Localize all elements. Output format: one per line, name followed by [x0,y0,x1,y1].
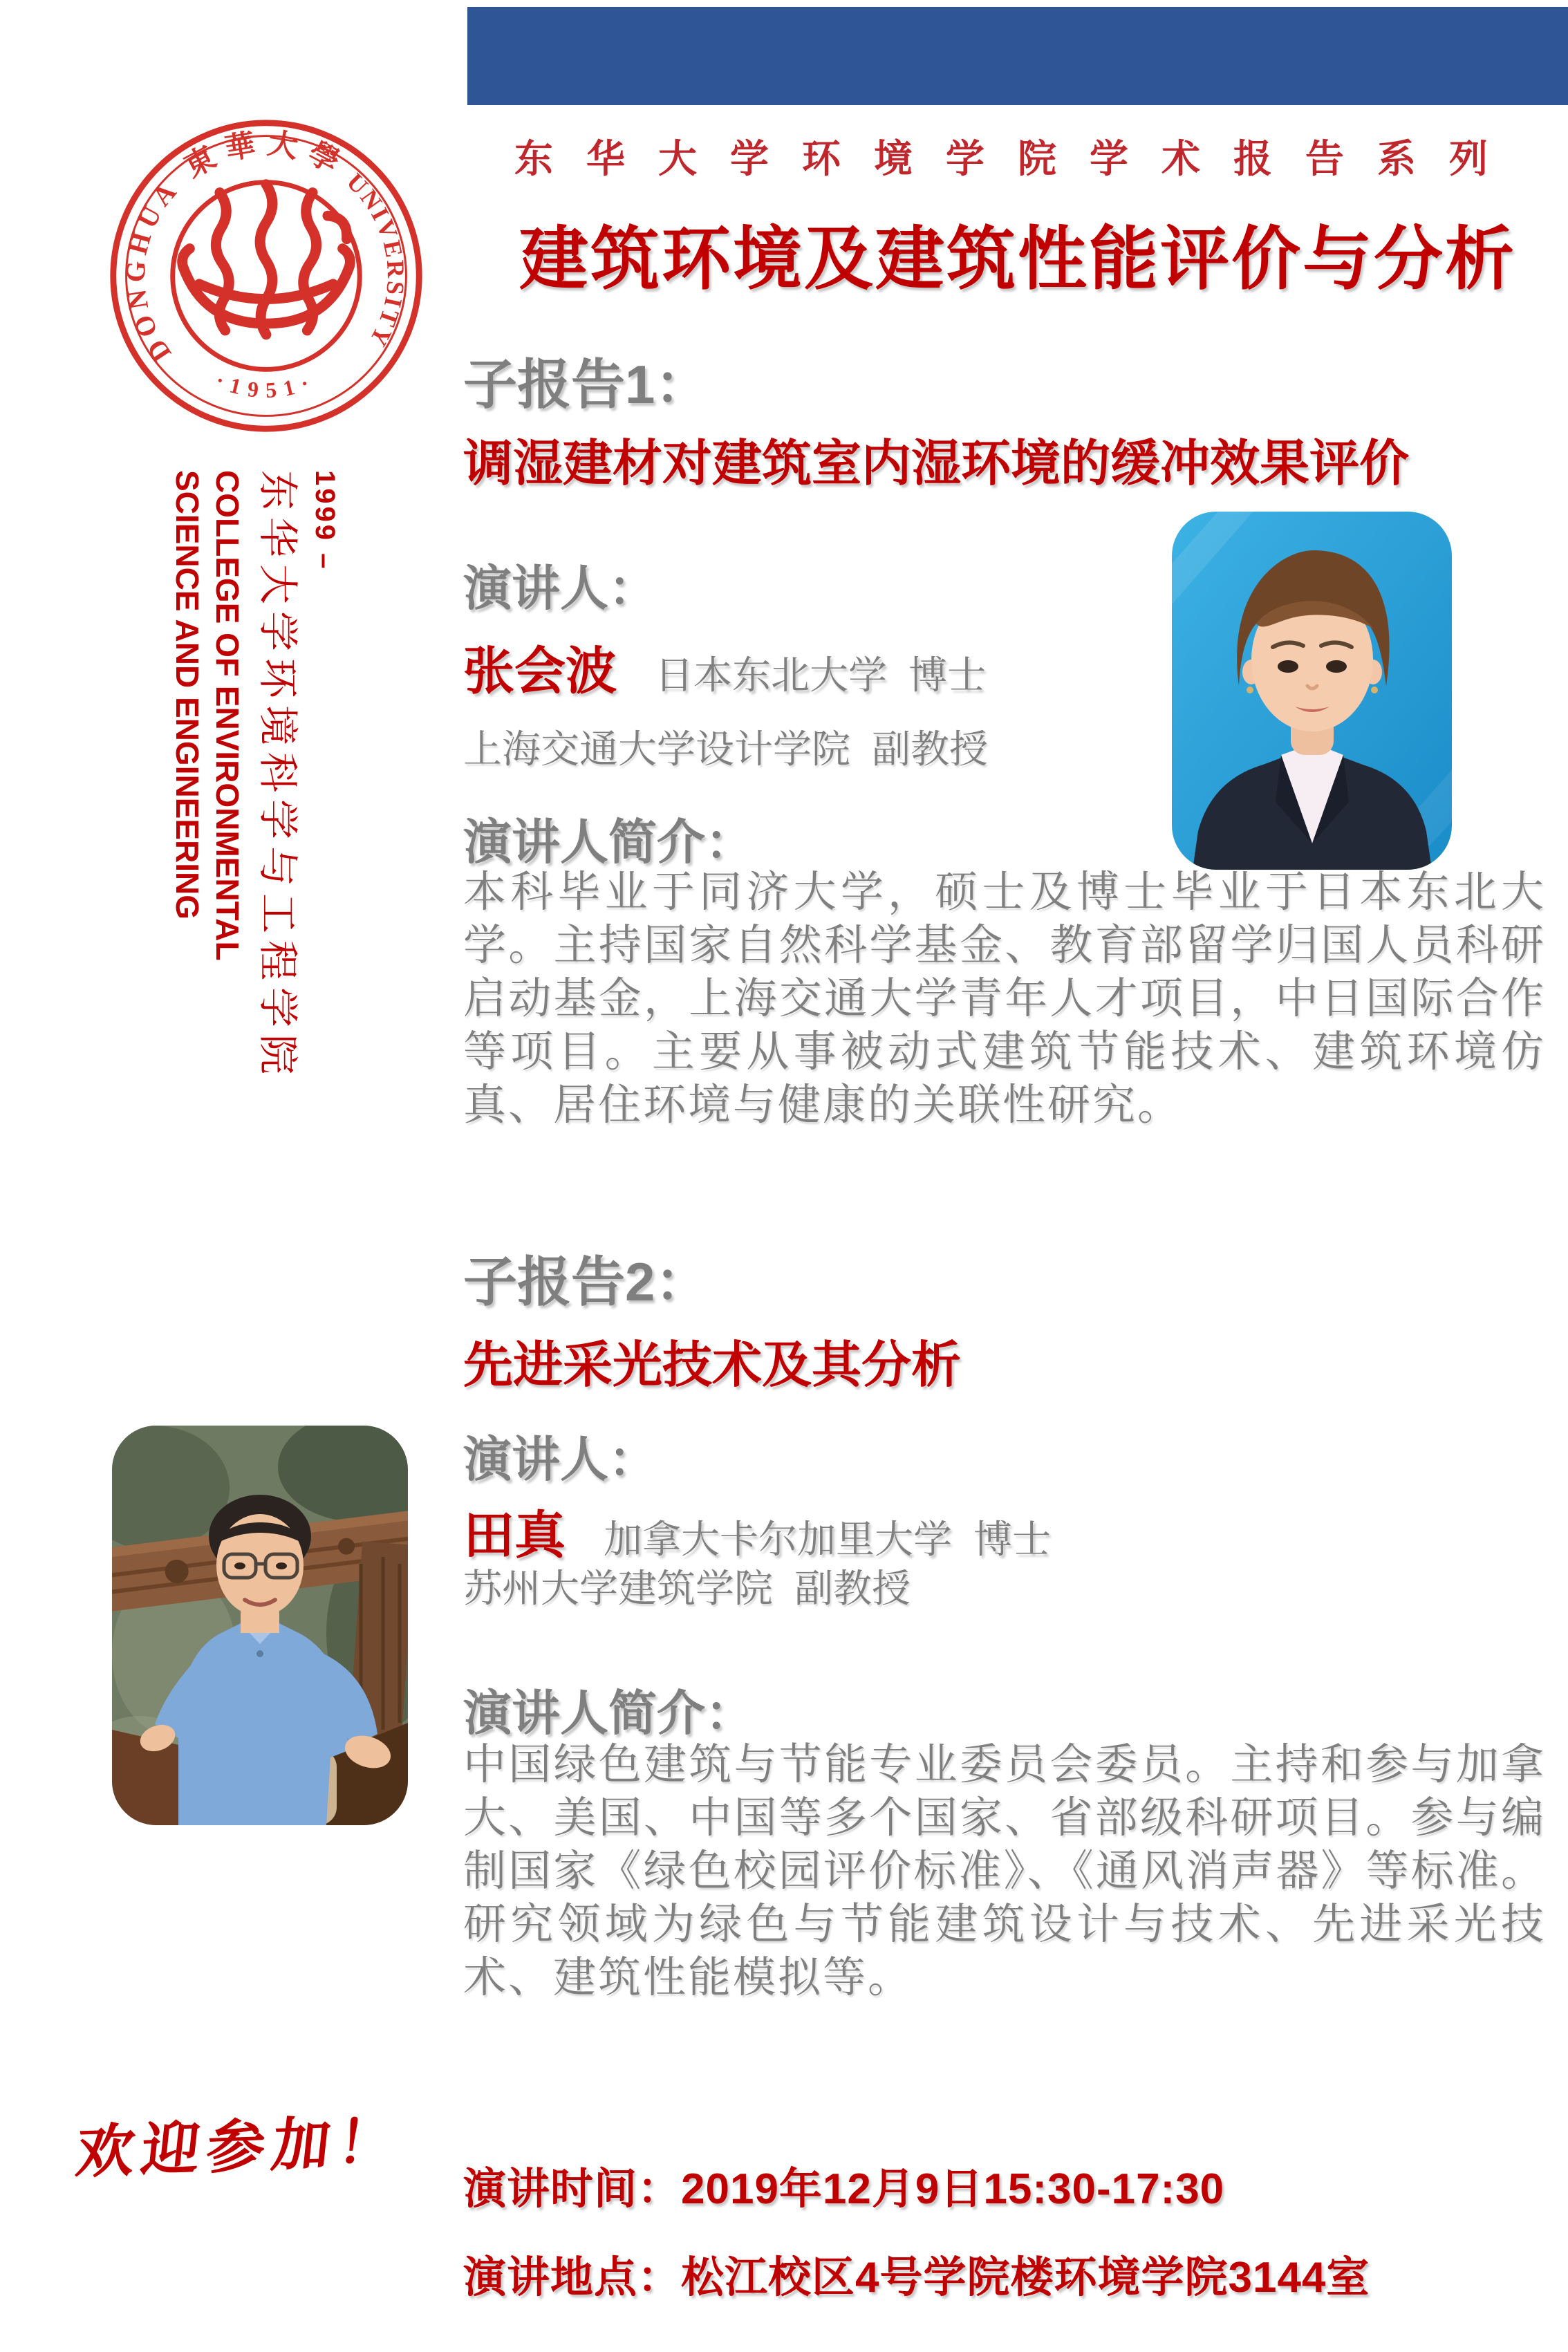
report2-speaker-label: 演讲人： [463,1432,657,1486]
report1-speaker-name: 张会波 [463,642,617,700]
report1-speaker-label: 演讲人： [463,561,657,615]
report2-label: 子报告2： [463,1251,709,1312]
speaker1-photo [1172,512,1452,870]
report2-speaker-affiliation: 苏州大学建筑学院 副教授 [463,1567,911,1610]
report2-name-row [463,1495,1051,1568]
sidebar-college-en-line1: COLLEGE OF ENVIRONMENTAL [209,470,245,961]
logo-donghua-text: DONGHUA [120,173,186,368]
logo-year-text: ·1951· [212,368,320,403]
report1-speaker-affiliation: 上海交通大学设计学院 副教授 [463,727,989,771]
report1-bio: 本科毕业于同济大学，硕士及博士毕业于日本东北大学。主持国家自然科学基金、教育部留学归国人员科研启动基金，上海交通大学青年人才项目，中日国际合作等项目。主要从事被动式建筑节能技术、建筑环境仿真、居住环境与健康的关联性研究。 [463,868,1546,1129]
donghua-seal-icon [102,112,430,440]
logo-chinese-text: 東華大學 [179,127,353,185]
speaker2-portrait-illustration [112,1426,408,1825]
logo-university-text: UNIVERSITY [341,167,411,353]
series-title: 东华大学环境学院学术报告系列 [514,138,1521,181]
sidebar-years: 1999 – [310,470,340,572]
report2-bio-label: 演讲人简介： [463,1686,754,1740]
report2-bio: 中国绿色建筑与节能专业委员会委员。主持和参与加拿大、美国、中国等多个国家、省部级科研项目。参与编制国家《绿色校园评价标准》、《通风消声器》等标准。研究领域为绿色与节能建筑设计与技术、先进采光技术、建筑性能模拟等。 [463,1741,1546,2001]
welcome-text: 欢迎参加！ [73,2109,407,2186]
report1-bio-label: 演讲人简介： [463,815,754,869]
lecture-time: 演讲时间：2019年12月9日15:30-17:30 [463,2165,1225,2213]
university-seal-logo [102,112,430,440]
sidebar-college-cn: 东华大学环境科学与工程学院 [255,470,300,1082]
college-sidebar [136,470,343,1082]
report2-title: 先进采光技术及其分析 [463,1338,962,1393]
main-title: 建筑环境及建筑性能评价与分析 [519,221,1516,298]
speaker2-photo [112,1426,408,1825]
report1-speaker-credential: 日本东北大学 博士 [655,653,987,697]
top-banner-bar [467,7,1568,105]
logo-emblem-glyph [183,185,351,335]
report1-name-row [463,631,986,704]
report2-speaker-credential: 加拿大卡尔加里大学 博士 [604,1518,1052,1561]
svg-text:·1951· [212,368,320,402]
sidebar-college-en-line2: SCIENCE AND ENGINEERING [169,470,205,920]
lecture-location: 演讲地点：松江校区4号学院楼环境学院3144室 [463,2254,1370,2302]
report1-label: 子报告1： [463,354,709,415]
speaker1-portrait-illustration [1172,512,1452,870]
report1-title: 调湿建材对建筑室内湿环境的缓冲效果评价 [463,436,1410,492]
report2-speaker-name: 田真 [463,1506,566,1564]
